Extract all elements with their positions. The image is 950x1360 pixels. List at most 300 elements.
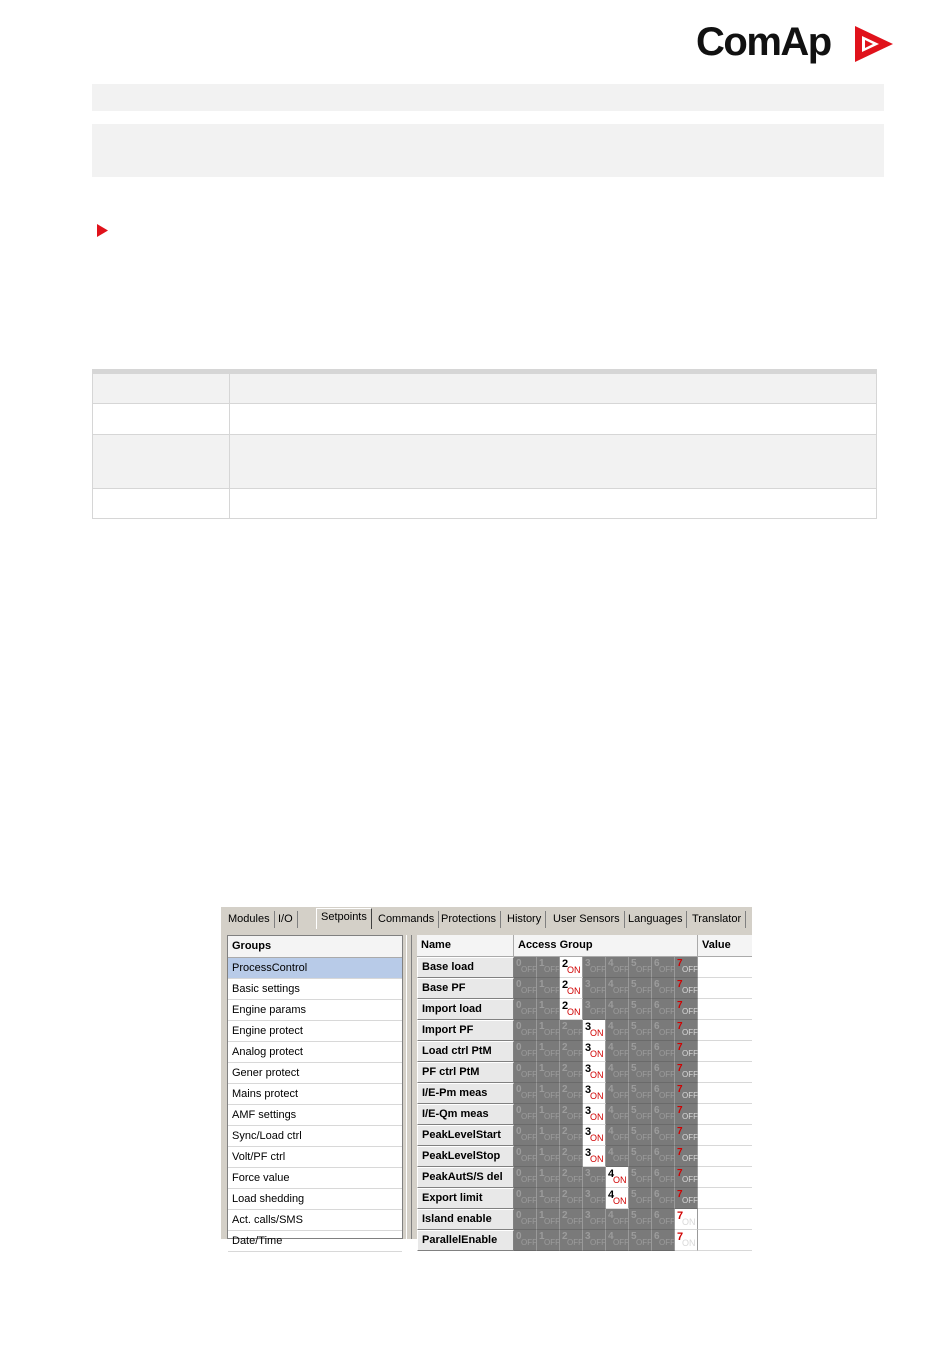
access-group-cell-4[interactable] xyxy=(606,1125,629,1146)
access-group-cell-0[interactable] xyxy=(514,1209,537,1230)
access-group-number: 0 xyxy=(516,1210,522,1221)
access-group-state: OFF xyxy=(590,1217,606,1226)
access-group-number: 7 xyxy=(677,979,683,990)
access-group-cell-0[interactable] xyxy=(514,1020,537,1041)
access-group-number: 7 xyxy=(677,1000,683,1011)
access-group-cell-1[interactable] xyxy=(537,1125,560,1146)
access-group-cell-3[interactable] xyxy=(583,1041,606,1062)
access-group-cell-3[interactable] xyxy=(583,1146,606,1167)
access-group-state: OFF xyxy=(682,1133,698,1142)
access-group-number: 5 xyxy=(631,1000,637,1011)
access-group-cell-3[interactable] xyxy=(583,1104,606,1125)
access-group-cell-3[interactable] xyxy=(583,1230,606,1251)
setpoint-row[interactable] xyxy=(417,1041,752,1062)
access-group-state: OFF xyxy=(636,1028,652,1037)
access-group-number: 2 xyxy=(562,1021,568,1032)
access-group-state: OFF xyxy=(590,986,606,995)
setpoint-row[interactable] xyxy=(417,1146,752,1167)
access-group-cell-4[interactable] xyxy=(606,1020,629,1041)
access-group-cell-0[interactable] xyxy=(514,1125,537,1146)
access-group-cells xyxy=(514,1230,698,1251)
access-group-cell-5[interactable] xyxy=(629,1167,652,1188)
access-group-state: OFF xyxy=(682,1154,698,1163)
access-group-state: OFF xyxy=(636,986,652,995)
tab-languages[interactable]: Languages xyxy=(624,911,687,928)
access-group-number: 2 xyxy=(562,1126,568,1137)
access-group-cell-5[interactable] xyxy=(629,1188,652,1209)
setpoint-name[interactable]: I/E-Qm meas xyxy=(417,1104,514,1125)
access-group-state: OFF xyxy=(659,1175,675,1184)
access-group-cell-3[interactable] xyxy=(583,1209,606,1230)
access-group-cell-0[interactable] xyxy=(514,1167,537,1188)
access-group-state: OFF xyxy=(682,1175,698,1184)
access-group-state: OFF xyxy=(659,1238,675,1247)
access-group-cell-0[interactable] xyxy=(514,1188,537,1209)
access-group-cell-7[interactable] xyxy=(675,1104,698,1125)
setpoint-value[interactable] xyxy=(698,1209,752,1230)
access-group-cell-3[interactable] xyxy=(583,1167,606,1188)
access-group-cell-6[interactable] xyxy=(652,1083,675,1104)
access-group-state: OFF xyxy=(659,986,675,995)
setpoint-name[interactable]: PeakAutS/S del xyxy=(417,1167,514,1188)
access-group-number: 2 xyxy=(562,1210,568,1221)
setpoint-row[interactable] xyxy=(417,1062,752,1083)
access-group-state: OFF xyxy=(567,1217,583,1226)
access-group-cell-5[interactable] xyxy=(629,1104,652,1125)
setpoint-row[interactable] xyxy=(417,978,752,999)
access-group-cell-6[interactable] xyxy=(652,1125,675,1146)
access-group-number: 6 xyxy=(654,1168,660,1179)
group-item[interactable]: Mains protect xyxy=(228,1084,402,1105)
access-group-state: OFF xyxy=(659,1133,675,1142)
access-group-state: OFF xyxy=(590,1175,606,1184)
access-group-cell-2[interactable] xyxy=(560,1020,583,1041)
panel-splitter[interactable] xyxy=(406,935,412,1239)
setpoint-value[interactable] xyxy=(698,1188,752,1209)
access-group-number: 5 xyxy=(631,1042,637,1053)
access-group-cell-3[interactable] xyxy=(583,1125,606,1146)
access-group-state: OFF xyxy=(567,1028,583,1037)
access-group-cell-5[interactable] xyxy=(629,1125,652,1146)
access-group-cell-1[interactable] xyxy=(537,957,560,978)
access-group-cell-4[interactable] xyxy=(606,1083,629,1104)
access-group-cell-5[interactable] xyxy=(629,1146,652,1167)
access-group-state: ON xyxy=(613,1175,627,1185)
access-group-cell-5[interactable] xyxy=(629,957,652,978)
access-group-number: 2 xyxy=(562,1042,568,1053)
access-group-cell-0[interactable] xyxy=(514,978,537,999)
setpoint-row[interactable] xyxy=(417,1104,752,1125)
access-group-cell-4[interactable] xyxy=(606,1146,629,1167)
access-group-cell-6[interactable] xyxy=(652,1062,675,1083)
access-group-number: 4 xyxy=(608,1126,614,1137)
setpoint-name[interactable]: Import load xyxy=(417,999,514,1020)
tab-history[interactable]: History xyxy=(503,911,546,928)
access-group-state: OFF xyxy=(659,965,675,974)
access-group-number: 3 xyxy=(585,1105,592,1117)
access-group-number: 3 xyxy=(585,1000,591,1011)
access-group-cell-4[interactable] xyxy=(606,1104,629,1125)
setpoint-value[interactable] xyxy=(698,978,752,999)
access-group-cell-1[interactable] xyxy=(537,1020,560,1041)
access-group-state: OFF xyxy=(544,1070,560,1079)
access-group-cell-1[interactable] xyxy=(537,1062,560,1083)
tab-translator[interactable]: Translator xyxy=(688,911,746,928)
access-group-cell-4[interactable] xyxy=(606,1188,629,1209)
access-group-state: OFF xyxy=(521,1196,537,1205)
setpoint-value[interactable] xyxy=(698,1041,752,1062)
access-group-cell-2[interactable] xyxy=(560,957,583,978)
access-group-number: 6 xyxy=(654,1231,660,1242)
tab-user-sensors[interactable]: User Sensors xyxy=(549,911,625,928)
setpoint-row[interactable] xyxy=(417,1209,752,1230)
access-group-number: 4 xyxy=(608,1000,614,1011)
access-group-cell-4[interactable] xyxy=(606,1209,629,1230)
access-group-cell-0[interactable] xyxy=(514,1062,537,1083)
tab-modules[interactable]: Modules xyxy=(224,911,275,928)
header-bar xyxy=(92,84,884,111)
access-group-cell-6[interactable] xyxy=(652,957,675,978)
access-group-cell-2[interactable] xyxy=(560,1125,583,1146)
setpoint-row[interactable] xyxy=(417,1125,752,1146)
access-group-cell-7[interactable] xyxy=(675,957,698,978)
setpoint-row[interactable] xyxy=(417,1167,752,1188)
access-group-cell-6[interactable] xyxy=(652,1104,675,1125)
access-group-cell-3[interactable] xyxy=(583,1188,606,1209)
access-group-state: OFF xyxy=(521,1070,537,1079)
access-group-cell-2[interactable] xyxy=(560,1188,583,1209)
access-group-cell-6[interactable] xyxy=(652,1167,675,1188)
setpoint-row[interactable] xyxy=(417,1020,752,1041)
access-group-cell-4[interactable] xyxy=(606,957,629,978)
access-group-state: OFF xyxy=(567,1049,583,1058)
access-group-cell-2[interactable] xyxy=(560,1146,583,1167)
setpoint-row[interactable] xyxy=(417,1230,752,1251)
access-group-number: 3 xyxy=(585,979,591,990)
access-group-cell-2[interactable] xyxy=(560,1104,583,1125)
setpoint-value[interactable] xyxy=(698,1125,752,1146)
access-group-cell-3[interactable] xyxy=(583,1062,606,1083)
access-group-number: 2 xyxy=(562,979,569,991)
access-group-cell-5[interactable] xyxy=(629,1041,652,1062)
access-group-cell-2[interactable] xyxy=(560,1062,583,1083)
group-item[interactable]: AMF settings xyxy=(228,1105,402,1126)
group-item[interactable]: Load shedding xyxy=(228,1189,402,1210)
setpoint-row[interactable] xyxy=(417,1188,752,1209)
access-group-cell-5[interactable] xyxy=(629,1062,652,1083)
access-group-state: OFF xyxy=(521,1217,537,1226)
access-group-cell-0[interactable] xyxy=(514,1146,537,1167)
access-group-cell-4[interactable] xyxy=(606,1041,629,1062)
table-row xyxy=(93,404,876,435)
setpoint-name[interactable]: I/E-Pm meas xyxy=(417,1083,514,1104)
access-group-cells xyxy=(514,1104,698,1125)
setpoint-value[interactable] xyxy=(698,1230,752,1251)
access-group-cell-7[interactable] xyxy=(675,1167,698,1188)
setpoint-value[interactable] xyxy=(698,1167,752,1188)
group-item[interactable]: Sync/Load ctrl xyxy=(228,1126,402,1147)
access-group-cell-4[interactable] xyxy=(606,1062,629,1083)
access-group-number: 2 xyxy=(562,958,569,970)
access-group-cell-1[interactable] xyxy=(537,999,560,1020)
access-group-state: OFF xyxy=(544,1091,560,1100)
groups-header: Groups xyxy=(228,936,402,958)
access-group-number: 7 xyxy=(677,1084,683,1095)
tab-setpoints[interactable]: Setpoints xyxy=(316,908,372,929)
access-group-cell-7[interactable] xyxy=(675,1083,698,1104)
setpoint-value[interactable] xyxy=(698,957,752,978)
access-group-number: 5 xyxy=(631,1168,637,1179)
access-group-cell-6[interactable] xyxy=(652,1230,675,1251)
access-group-state: OFF xyxy=(544,1196,560,1205)
access-group-number: 7 xyxy=(677,958,683,969)
setpoints-grid xyxy=(417,935,752,1248)
access-group-state: ON xyxy=(590,1070,604,1080)
access-group-number: 2 xyxy=(562,1231,568,1242)
access-group-state: OFF xyxy=(613,1091,629,1100)
comap-logo xyxy=(696,20,896,66)
access-group-cell-5[interactable] xyxy=(629,999,652,1020)
access-group-cell-4[interactable] xyxy=(606,978,629,999)
access-group-state: OFF xyxy=(567,1112,583,1121)
group-item[interactable]: Force value xyxy=(228,1168,402,1189)
access-group-state: OFF xyxy=(613,1028,629,1037)
access-group-cell-2[interactable] xyxy=(560,1083,583,1104)
access-group-cell-0[interactable] xyxy=(514,1230,537,1251)
access-group-number: 6 xyxy=(654,1105,660,1116)
setpoint-row[interactable] xyxy=(417,1083,752,1104)
access-group-state: OFF xyxy=(567,1154,583,1163)
access-group-cell-3[interactable] xyxy=(583,1020,606,1041)
access-group-cell-1[interactable] xyxy=(537,1188,560,1209)
access-group-cell-3[interactable] xyxy=(583,978,606,999)
setpoint-name[interactable]: PeakLevelStop xyxy=(417,1146,514,1167)
access-group-cell-1[interactable] xyxy=(537,1104,560,1125)
access-group-number: 7 xyxy=(677,1126,683,1137)
tab-commands[interactable]: Commands xyxy=(374,911,439,928)
access-group-number: 0 xyxy=(516,979,522,990)
access-group-number: 2 xyxy=(562,1147,568,1158)
tab-protections[interactable]: Protections xyxy=(437,911,501,928)
group-item[interactable]: Analog protect xyxy=(228,1042,402,1063)
setpoint-name[interactable]: Base load xyxy=(417,957,514,978)
section-bar xyxy=(92,124,884,177)
access-group-number: 0 xyxy=(516,1021,522,1032)
access-group-number: 0 xyxy=(516,1189,522,1200)
column-header-access-group[interactable]: Access Group xyxy=(514,935,698,956)
access-group-number: 0 xyxy=(516,1168,522,1179)
access-group-cell-2[interactable] xyxy=(560,978,583,999)
access-group-state: OFF xyxy=(636,1238,652,1247)
access-group-cell-7[interactable] xyxy=(675,1041,698,1062)
access-group-cell-4[interactable] xyxy=(606,999,629,1020)
access-group-cell-0[interactable] xyxy=(514,957,537,978)
access-group-number: 2 xyxy=(562,1063,568,1074)
access-group-state: OFF xyxy=(659,1091,675,1100)
column-header-value[interactable]: Value xyxy=(702,939,731,951)
access-group-state: ON xyxy=(590,1091,604,1101)
access-group-cell-5[interactable] xyxy=(629,978,652,999)
access-group-cell-3[interactable] xyxy=(583,1083,606,1104)
group-item[interactable]: Volt/PF ctrl xyxy=(228,1147,402,1168)
access-group-cell-2[interactable] xyxy=(560,999,583,1020)
access-group-state: ON xyxy=(613,1196,627,1206)
access-group-cell-7[interactable] xyxy=(675,1062,698,1083)
tab-io[interactable]: I/O xyxy=(274,911,298,928)
access-group-number: 7 xyxy=(677,1021,683,1032)
access-group-state: OFF xyxy=(521,1091,537,1100)
access-group-state: OFF xyxy=(613,1049,629,1058)
access-group-number: 4 xyxy=(608,1189,615,1201)
access-group-number: 4 xyxy=(608,1084,614,1095)
access-group-state: OFF xyxy=(613,1112,629,1121)
access-group-cell-1[interactable] xyxy=(537,1209,560,1230)
setpoint-name[interactable]: Island enable xyxy=(417,1209,514,1230)
access-group-number: 5 xyxy=(631,979,637,990)
setpoint-value[interactable] xyxy=(698,1146,752,1167)
setpoint-name[interactable]: Load ctrl PtM xyxy=(417,1041,514,1062)
access-group-cell-7[interactable] xyxy=(675,999,698,1020)
access-group-number: 3 xyxy=(585,1126,592,1138)
access-group-number: 3 xyxy=(585,1084,592,1096)
setpoint-name[interactable]: Import PF xyxy=(417,1020,514,1041)
group-item[interactable]: Act. calls/SMS xyxy=(228,1210,402,1231)
access-group-number: 2 xyxy=(562,1084,568,1095)
access-group-cell-5[interactable] xyxy=(629,1083,652,1104)
access-group-number: 6 xyxy=(654,1147,660,1158)
access-group-number: 5 xyxy=(631,1126,637,1137)
setpoint-value[interactable] xyxy=(698,999,752,1020)
access-group-number: 4 xyxy=(608,1021,614,1032)
access-group-state: ON xyxy=(590,1154,604,1164)
setpoint-value[interactable] xyxy=(698,1083,752,1104)
setpoint-row[interactable] xyxy=(417,957,752,978)
group-item[interactable]: Date/Time xyxy=(228,1231,402,1252)
access-group-cell-7[interactable] xyxy=(675,1188,698,1209)
setpoint-value[interactable] xyxy=(698,1104,752,1125)
access-group-state: OFF xyxy=(544,1028,560,1037)
access-group-state: OFF xyxy=(613,1133,629,1142)
access-group-state: OFF xyxy=(636,1007,652,1016)
access-group-cell-5[interactable] xyxy=(629,1020,652,1041)
access-group-state: OFF xyxy=(659,1196,675,1205)
bullet-arrow-icon xyxy=(97,224,108,237)
access-group-state: OFF xyxy=(567,1091,583,1100)
access-group-state: OFF xyxy=(682,965,698,974)
access-group-state: ON xyxy=(682,1238,696,1248)
access-group-number: 2 xyxy=(562,1168,568,1179)
access-group-cell-2[interactable] xyxy=(560,1167,583,1188)
access-group-cell-4[interactable] xyxy=(606,1167,629,1188)
access-group-cell-6[interactable] xyxy=(652,1209,675,1230)
access-group-state: OFF xyxy=(636,1133,652,1142)
access-group-state: OFF xyxy=(659,1049,675,1058)
access-group-number: 0 xyxy=(516,1084,522,1095)
access-group-cell-5[interactable] xyxy=(629,1230,652,1251)
access-group-cell-2[interactable] xyxy=(560,1209,583,1230)
access-group-number: 7 xyxy=(677,1042,683,1053)
access-group-number: 1 xyxy=(539,1021,545,1032)
group-item[interactable]: ProcessControl xyxy=(228,958,402,979)
access-group-cell-7[interactable] xyxy=(675,1230,698,1251)
access-group-state: OFF xyxy=(636,1112,652,1121)
access-group-cell-0[interactable] xyxy=(514,1083,537,1104)
access-group-state: OFF xyxy=(613,986,629,995)
group-item[interactable]: Basic settings xyxy=(228,979,402,1000)
access-group-number: 4 xyxy=(608,958,614,969)
setpoint-name[interactable]: Export limit xyxy=(417,1188,514,1209)
access-group-state: OFF xyxy=(544,965,560,974)
access-group-cell-0[interactable] xyxy=(514,1104,537,1125)
access-group-cell-7[interactable] xyxy=(675,1209,698,1230)
access-group-number: 1 xyxy=(539,1042,545,1053)
access-group-cell-7[interactable] xyxy=(675,1146,698,1167)
access-group-cell-3[interactable] xyxy=(583,957,606,978)
access-group-cell-0[interactable] xyxy=(514,999,537,1020)
setpoint-name[interactable]: PeakLevelStart xyxy=(417,1125,514,1146)
access-group-cell-7[interactable] xyxy=(675,1020,698,1041)
access-group-cell-5[interactable] xyxy=(629,1209,652,1230)
access-group-cell-2[interactable] xyxy=(560,1230,583,1251)
access-group-cell-6[interactable] xyxy=(652,1188,675,1209)
logo-text: ComAp xyxy=(696,20,831,64)
group-item[interactable]: Engine params xyxy=(228,1000,402,1021)
access-group-number: 3 xyxy=(585,1021,592,1033)
access-group-cell-7[interactable] xyxy=(675,978,698,999)
setpoint-value[interactable] xyxy=(698,1020,752,1041)
access-group-state: ON xyxy=(590,1028,604,1038)
access-group-state: OFF xyxy=(521,1007,537,1016)
access-group-cell-6[interactable] xyxy=(652,1041,675,1062)
access-group-number: 4 xyxy=(608,1042,614,1053)
setpoint-name[interactable]: ParallelEnable xyxy=(417,1230,514,1251)
group-item[interactable]: Gener protect xyxy=(228,1063,402,1084)
access-group-cell-1[interactable] xyxy=(537,1167,560,1188)
access-group-cell-6[interactable] xyxy=(652,999,675,1020)
access-group-state: OFF xyxy=(659,1028,675,1037)
access-group-state: OFF xyxy=(590,1196,606,1205)
setpoint-name[interactable]: Base PF xyxy=(417,978,514,999)
access-group-cell-1[interactable] xyxy=(537,1146,560,1167)
access-group-state: ON xyxy=(590,1049,604,1059)
access-group-number: 3 xyxy=(585,958,591,969)
group-item[interactable]: Engine protect xyxy=(228,1021,402,1042)
access-group-cell-7[interactable] xyxy=(675,1125,698,1146)
access-group-cell-4[interactable] xyxy=(606,1230,629,1251)
access-group-cell-6[interactable] xyxy=(652,1146,675,1167)
access-group-cell-1[interactable] xyxy=(537,1041,560,1062)
access-group-number: 6 xyxy=(654,979,660,990)
tab-bar xyxy=(221,907,752,929)
column-header-name[interactable]: Name xyxy=(417,935,514,956)
access-group-cell-2[interactable] xyxy=(560,1041,583,1062)
access-group-cell-6[interactable] xyxy=(652,978,675,999)
setpoint-value[interactable] xyxy=(698,1062,752,1083)
access-group-cells xyxy=(514,1020,698,1041)
access-group-number: 1 xyxy=(539,1105,545,1116)
access-group-cell-1[interactable] xyxy=(537,1230,560,1251)
access-group-number: 3 xyxy=(585,1147,592,1159)
access-group-cell-0[interactable] xyxy=(514,1041,537,1062)
access-group-cells xyxy=(514,999,698,1020)
access-group-cell-1[interactable] xyxy=(537,1083,560,1104)
access-group-cell-6[interactable] xyxy=(652,1020,675,1041)
access-group-cell-3[interactable] xyxy=(583,999,606,1020)
setpoint-row[interactable] xyxy=(417,999,752,1020)
access-group-cell-1[interactable] xyxy=(537,978,560,999)
setpoint-name[interactable]: PF ctrl PtM xyxy=(417,1062,514,1083)
access-group-number: 1 xyxy=(539,1084,545,1095)
